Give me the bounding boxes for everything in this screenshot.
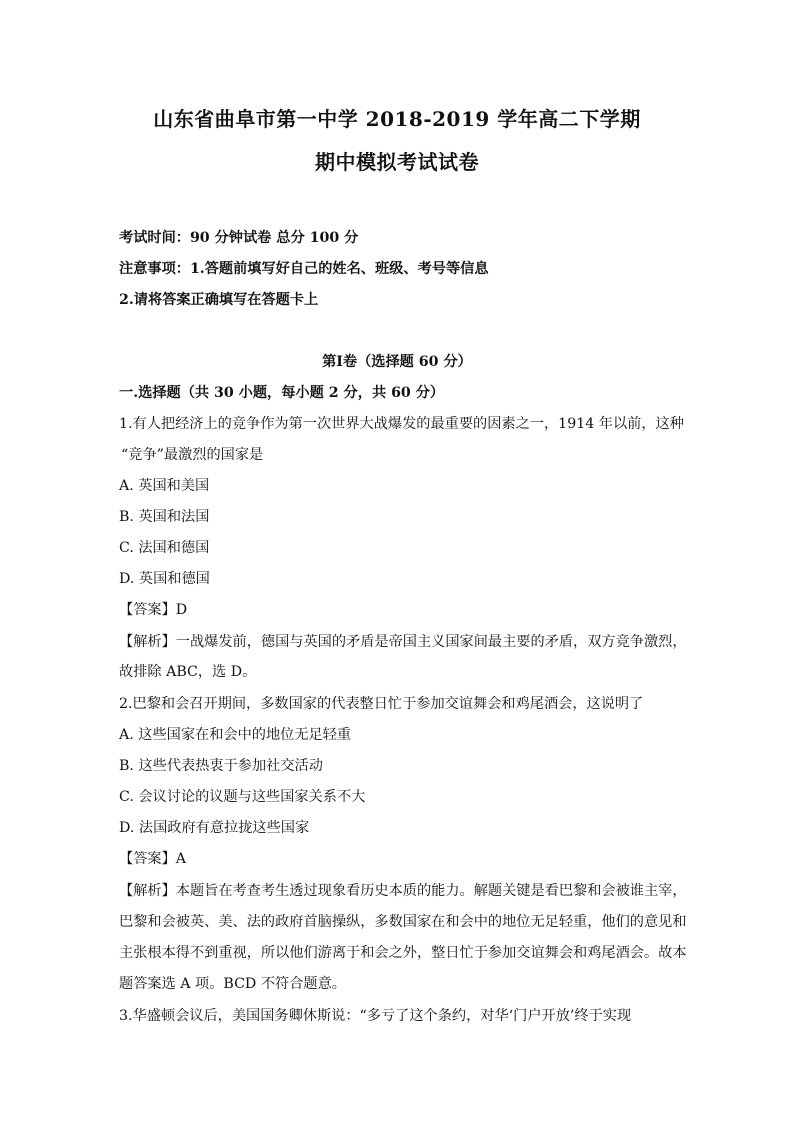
exam-notes-2: 2.请将答案正确填写在答题卡上	[119, 292, 319, 308]
question-1-analysis-2: 故排除 ABC，选 D。	[119, 664, 257, 680]
question-2-answer: 【答案】A	[119, 851, 186, 867]
question-1-option-a: A. 英国和美国	[119, 478, 210, 494]
exam-title-line2: 期中模拟考试试卷	[315, 150, 479, 174]
question-2-stem: 2.巴黎和会召开期间，多数国家的代表整日忙于参加交谊舞会和鸡尾酒会，这说明了	[119, 696, 644, 712]
question-2-analysis-1: 【解析】本题旨在考查考生透过现象看历史本质的能力。解题关键是看巴黎和会被谁主宰，	[119, 883, 687, 899]
exam-title-line1: 山东省曲阜市第一中学 2018-2019 学年高二下学期	[153, 107, 641, 131]
question-2-analysis-4: 题答案选 A 项。BCD 不符合题意。	[119, 976, 346, 992]
section-heading: 一.选择题（共 30 小题，每小题 2 分，共 60 分）	[119, 385, 445, 401]
question-1-stem: 1.有人把经济上的竞争作为第一次世界大战爆发的最重要的因素之一，1914 年以前，这种	[119, 416, 684, 432]
question-1-option-d: D. 英国和德国	[119, 571, 210, 587]
question-1-option-c: C. 法国和德国	[119, 540, 210, 556]
volume-heading: 第Ⅰ卷（选择题 60 分）	[322, 354, 472, 370]
question-1-analysis-1: 【解析】一战爆发前，德国与英国的矛盾是帝国主义国家间最主要的矛盾，双方竞争激烈，	[119, 634, 687, 650]
question-2-option-b: B. 这些代表热衷于参加社交活动	[119, 758, 323, 774]
question-2-option-c: C. 会议讨论的议题与这些国家关系不大	[119, 789, 366, 805]
exam-notes-1: 注意事项：1.答题前填写好自己的姓名、班级、考号等信息	[119, 261, 489, 277]
question-2-analysis-3: 主张根本得不到重视，所以他们游离于和会之外，整日忙于参加交谊舞会和鸡尾酒会。故本	[119, 945, 687, 961]
question-1-stem-cont: “竞争”最激烈的国家是	[121, 447, 264, 463]
question-2-option-d: D. 法国政府有意拉拢这些国家	[119, 820, 310, 836]
exam-time-info: 考试时间：90 分钟试卷 总分 100 分	[119, 230, 359, 246]
question-3-stem: 3.华盛顿会议后，美国国务卿休斯说：“多亏了这个条约，对华‘门户开放’终于实现	[119, 1008, 632, 1024]
question-1-answer: 【答案】D	[119, 602, 188, 618]
question-1-option-b: B. 英国和法国	[119, 509, 210, 525]
question-2-analysis-2: 巴黎和会被英、美、法的政府首脑操纵，多数国家在和会中的地位无足轻重，他们的意见和	[119, 914, 687, 930]
question-2-option-a: A. 这些国家在和会中的地位无足轻重	[119, 727, 352, 743]
